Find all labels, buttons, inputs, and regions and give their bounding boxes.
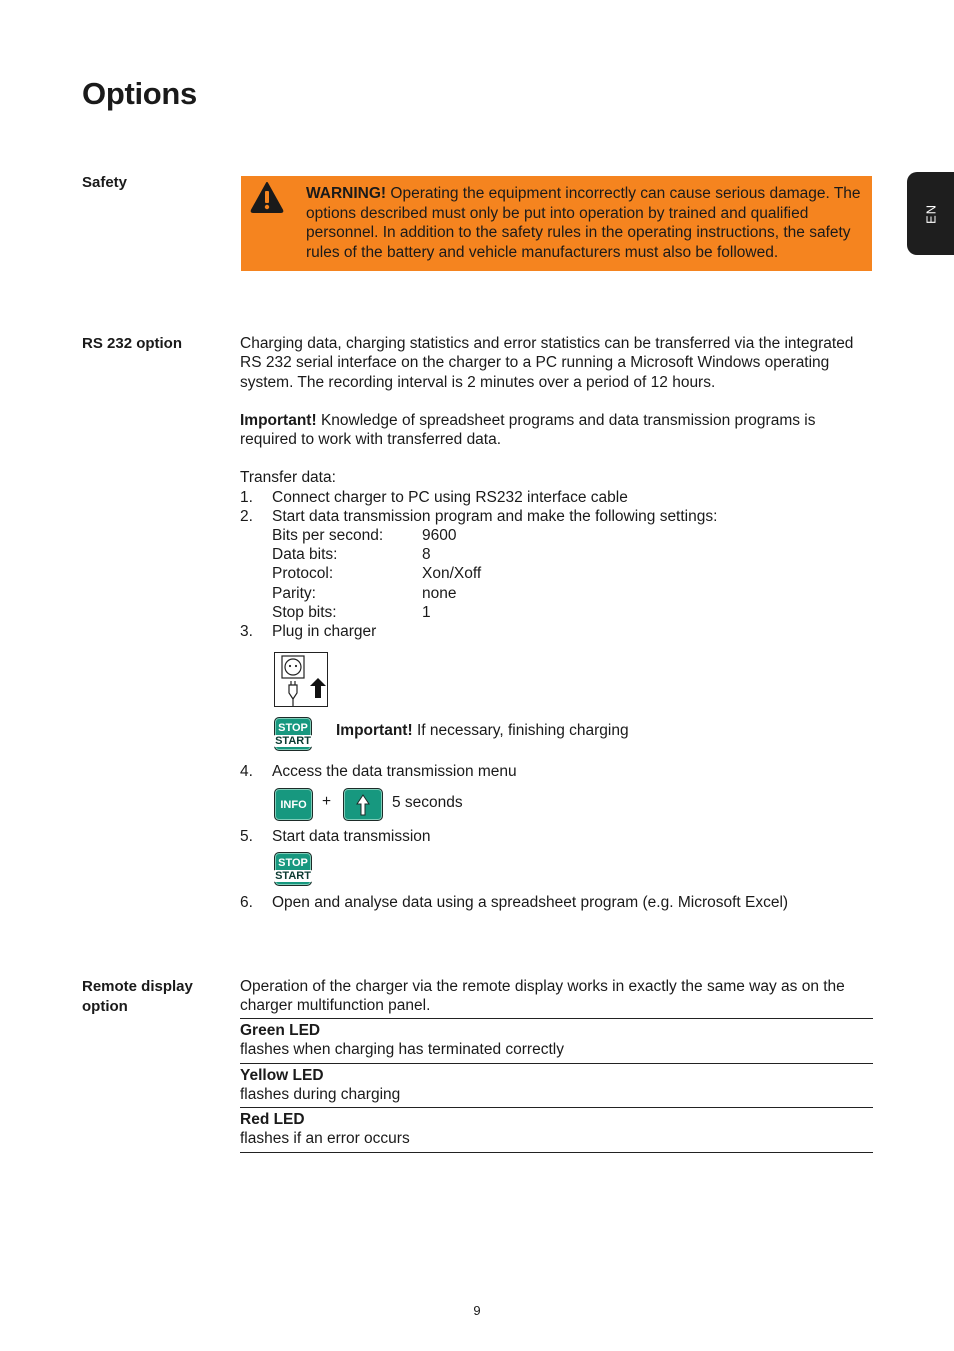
step-text: Start data transmission program and make the following settings: — [272, 508, 718, 525]
led-description: flashes when charging has terminated correctly — [240, 1041, 564, 1059]
start-label: START — [275, 734, 311, 747]
warning-body: Operating the equipment incorrectly can cause serious damage. The options described must only be put into operation by trained and qualified personnel. In addition to the safety rules in the operating instructions, the safety rules of the battery and vehicle manufacturers must also be followed. — [306, 185, 861, 261]
table-row — [240, 1018, 873, 1063]
step-number: 3. — [240, 623, 253, 640]
step-number: 4. — [240, 763, 253, 780]
important-label: Important! — [240, 412, 317, 429]
language-tab[interactable] — [907, 172, 954, 255]
stop-start-note — [336, 721, 629, 740]
step-number: 1. — [240, 489, 253, 506]
step-text: Plug in charger — [272, 623, 377, 640]
setting-key: Data bits: — [272, 546, 338, 563]
led-description: flashes if an error occurs — [240, 1130, 410, 1148]
led-table — [240, 1018, 873, 1153]
section-label-remote-display: Remote display option — [82, 978, 193, 1015]
step-number: 6. — [240, 894, 253, 911]
setting-key: Protocol: — [272, 565, 334, 582]
plug-in-icon — [274, 652, 328, 707]
table-row — [240, 1107, 873, 1153]
remote-intro: Operation of the charger via the remote display works in exactly the same way as on the charger multifunction panel. — [240, 978, 845, 1015]
stop-label: STOP — [278, 721, 308, 734]
setting-key: Parity: — [272, 585, 316, 602]
rs232-intro — [240, 334, 872, 392]
step-text: Open and analyse data using a spreadsheet program (e.g. Microsoft Excel) — [272, 894, 789, 911]
start-label: START — [275, 869, 311, 882]
step-text: Start data transmission — [272, 828, 431, 845]
up-arrow-icon — [356, 794, 370, 816]
info-key[interactable] — [274, 788, 313, 821]
page-number: 9 — [473, 1303, 481, 1318]
led-description: flashes during charging — [240, 1085, 401, 1103]
stop-start-key[interactable] — [274, 852, 312, 886]
rs232-intro-text: Charging data, charging statistics and error statistics can be transferred via the integrated RS 232 serial interface on the charger to a PC running a Microsoft Windows operating system. The recording interval is 2 minutes over a period of 12 hours. — [240, 335, 854, 391]
hold-duration: 5 seconds — [392, 794, 463, 811]
step-number: 2. — [240, 508, 253, 525]
led-name: Yellow LED — [240, 1066, 324, 1084]
warning-text — [306, 184, 866, 262]
step-text: Connect charger to PC using RS232 interface cable — [272, 489, 628, 506]
up-arrow-key[interactable] — [343, 788, 383, 821]
stop-start-key[interactable] — [274, 717, 312, 751]
led-name: Red LED — [240, 1111, 305, 1128]
warning-label: WARNING! — [306, 185, 387, 202]
table-row — [240, 1063, 873, 1108]
warning-box — [241, 176, 872, 271]
socket-plug-icon — [275, 653, 327, 706]
setting-value: 1 — [422, 604, 431, 621]
language-tab-label: EN — [922, 203, 938, 224]
setting-key: Stop bits: — [272, 604, 337, 621]
stop-label: STOP — [278, 856, 308, 869]
warning-triangle-icon — [249, 179, 285, 215]
info-label: INFO — [280, 798, 307, 811]
setting-value: none — [422, 585, 457, 602]
note-text: If necessary, finishing charging — [416, 722, 629, 739]
led-name: Green LED — [240, 1022, 321, 1039]
setting-value: 8 — [422, 546, 431, 563]
step-number: 5. — [240, 828, 253, 845]
step-text: Access the data transmission menu — [272, 763, 517, 780]
important-text: Knowledge of spreadsheet programs and data transmission programs is required to work with transferred data. — [240, 412, 816, 449]
setting-value: Xon/Xoff — [422, 565, 482, 582]
plus-sign: + — [322, 793, 332, 810]
transfer-heading: Transfer data: — [240, 469, 336, 486]
setting-value: 9600 — [422, 527, 457, 544]
page-title: Options — [82, 76, 197, 111]
rs232-important — [240, 411, 872, 450]
section-label-rs232: RS 232 option — [82, 335, 183, 352]
section-label-safety: Safety — [82, 174, 128, 191]
setting-key: Bits per second: — [272, 527, 384, 544]
note-label: Important! — [336, 722, 413, 739]
